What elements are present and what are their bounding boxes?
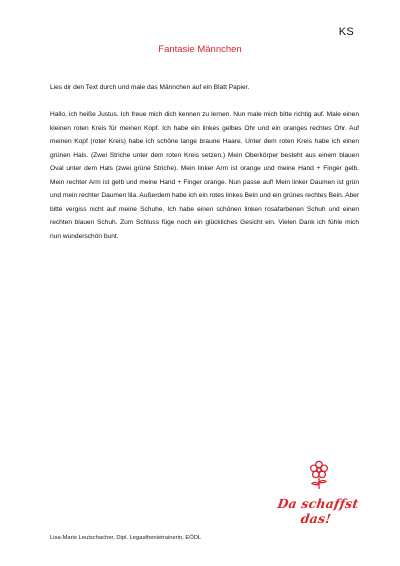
footer-author: Lisa-Marie Leutschacher, Dipl. Legasthenietrainerin, EÖDL xyxy=(50,535,202,541)
motivation-logo xyxy=(262,460,372,526)
logo-text: Da schaffst das! xyxy=(276,496,360,526)
page-title: Fantasie Männchen xyxy=(158,44,242,55)
instruction-text: Lies dir den Text durch und male das Männchen auf ein Blatt Papier. xyxy=(50,84,250,91)
story-paragraph: Hallo, ich heiße Justus. Ich freue mich dich kennen zu lernen. Nun male mich bitte richtig auf. Male einen kleinen roten Kreis für meinen Kopf. Ich habe ein linkes gelbes Ohr und ein oranges rechtes Ohr. Auf meinen Kopf (roter Kreis) habe ich schöne lange braune Haare. Unter dem roten Kreis habe ich einen grünen Hals. (Zwei Striche unter dem roten Kreis setzen.) Mein Oberkörper besteht aus einem blauen Oval unter dem Hals (zwei grüne Striche). Mein linker Arm ist orange und meine Hand + Finger gelb. Mein rechter Arm ist gelb und meine Hand + Finger orange. Nun passe auf! Mein linker Daumen ist grün und mein rechter Daumen lila. Außerdem habe ich ein rotes linkes Bein und ein grünes rechtes Bein. Aber bitte vergiss nicht auf meine Schuhe. Ich habe einen schönen linken rosafarbenen Schuh und einen rechten blauen Schuh. Zum Schluss füge noch ein glückliches Gesicht ein. Vielen Dank ich fühle mich nun wunderschön bunt. xyxy=(50,111,359,240)
worksheet-code: KS xyxy=(338,26,354,38)
flower-icon xyxy=(307,460,331,490)
